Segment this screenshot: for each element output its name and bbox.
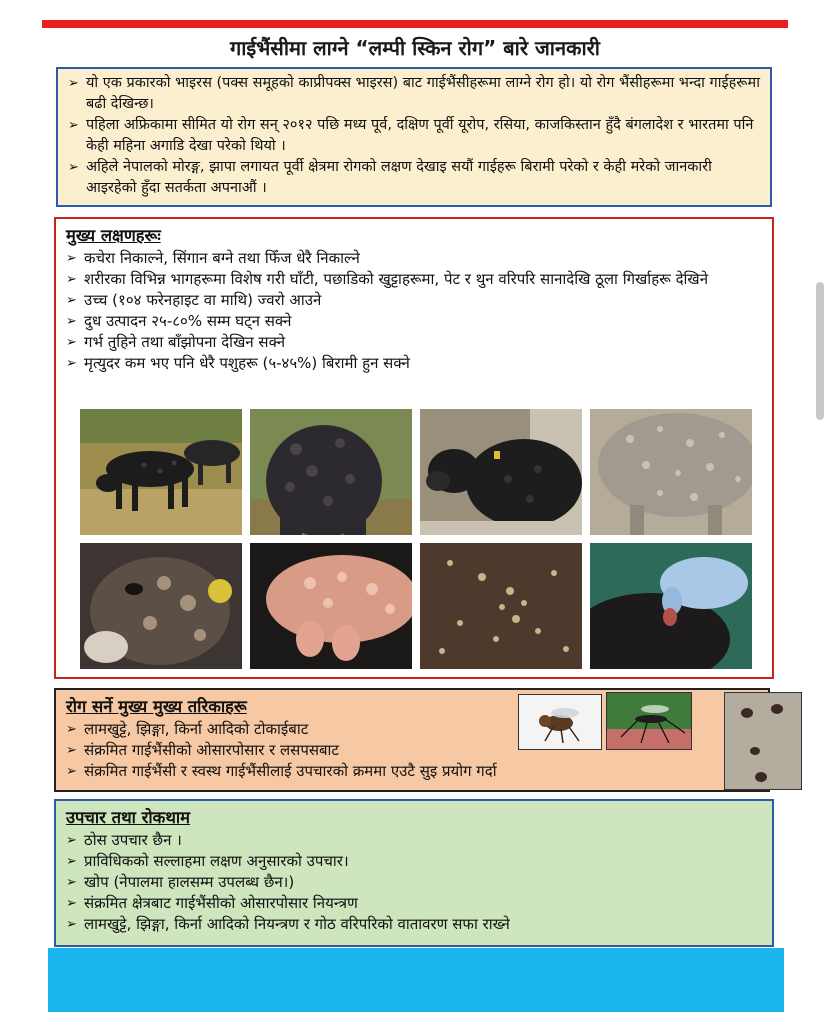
list-item: ➢ शरीरका विभिन्न भागहरूमा विशेष गरी घाँटी, पछाडिको खुट्टाहरूमा, पेट र थुन वरिपरि सानादेखि ठूला गिर्खाहरू देखिने	[66, 270, 709, 288]
list-item: ➢ लामखुट्टे, झिङ्गा, किर्ना आदिको टोकाईबाट	[66, 720, 309, 738]
symptoms-heading: मुख्य लक्षणहरूः	[66, 226, 161, 245]
photo-udder-lumps	[250, 543, 412, 669]
treatment-heading: उपचार तथा रोकथाम	[66, 808, 191, 827]
arrow-bullet-icon: ➢	[66, 251, 77, 266]
arrow-bullet-icon: ➢	[66, 314, 77, 329]
photo-skin-closeup	[420, 543, 582, 669]
arrow-bullet-icon: ➢	[66, 854, 77, 869]
photo-cow-face-lesions	[80, 543, 242, 669]
list-item: ➢ कचेरा निकाल्ने, सिंगान बग्ने तथा फिँज धेरै निकाल्ने	[66, 249, 360, 267]
arrow-bullet-icon: ➢	[68, 160, 79, 175]
intro-box	[56, 67, 772, 207]
arrow-bullet-icon: ➢	[66, 917, 77, 932]
arrow-bullet-icon: ➢	[66, 764, 77, 779]
list-item: ➢ अहिले नेपालको मोरङ्ग, झापा लगायत पूर्वी क्षेत्रमा रोगको लक्षण देखाइ सयौं गाईहरू बिरामी परेको र केही मरेको जानकारी आइरहेको हुँदा सतर्कता अपनाऔं ।	[68, 159, 712, 196]
top-red-bar	[42, 20, 788, 28]
list-item: ➢ यो एक प्रकारको भाइरस (पक्स समूहको काप्रीपक्स भाइरस) बाट गाईभैंसीहरूमा लाग्ने रोग हो। यो रोग भैंसीहरूमा भन्दा गाईहरूमा बढी देखिन्छ।	[68, 75, 760, 112]
arrow-bullet-icon: ➢	[66, 272, 77, 287]
list-item: ➢ दुध उत्पादन २५-८०% सम्म घट्न सक्ने	[66, 312, 292, 330]
list-item: ➢ लामखुट्टे, झिङ्गा, किर्ना आदिको नियन्त्रण र गोठ वरिपरिको वातावरण सफा राख्ने	[66, 915, 510, 933]
list-item: ➢ प्राविधिकको सल्लाहमा लक्षण अनुसारको उपचार।	[66, 852, 349, 870]
arrow-bullet-icon: ➢	[66, 833, 77, 848]
list-item: ➢ गर्भ तुहिने तथा बाँझोपना देखिन सक्ने	[66, 333, 286, 351]
fly-image	[518, 694, 602, 750]
bottom-blue-bar	[48, 948, 784, 1012]
photo-grey-cow-nodules	[590, 409, 752, 535]
treatment-list	[66, 830, 762, 935]
arrow-bullet-icon: ➢	[66, 722, 77, 737]
arrow-bullet-icon: ➢	[66, 875, 77, 890]
photo-gloved-hand-exam	[590, 543, 752, 669]
arrow-bullet-icon: ➢	[66, 743, 77, 758]
transmission-box	[54, 688, 770, 792]
symptoms-list	[66, 248, 762, 374]
photo-cow-rear-lumps	[250, 409, 412, 535]
arrow-bullet-icon: ➢	[66, 356, 77, 371]
arrow-bullet-icon: ➢	[68, 76, 79, 91]
list-item: ➢ पहिला अफ्रिकामा सीमित यो रोग सन् २०१२ पछि मध्य पूर्व, दक्षिण पूर्वी यूरोप, रसिया, काजकिस्तान हुँदै बंगलादेश र भारतमा पनि केही महिना अगाडि देखा परेको थियो ।	[68, 117, 754, 154]
transmission-heading: रोग सर्ने मुख्य मुख्य तरिकाहरू	[66, 697, 247, 716]
list-item: ➢ खोप (नेपालमा हालसम्म उपलब्ध छैन।)	[66, 873, 295, 891]
photo-black-cow-head	[420, 409, 582, 535]
list-item: ➢ मृत्युदर कम भए पनि धेरै पशुहरू (५-४५%) बिरामी हुन सक्ने	[66, 354, 410, 372]
list-item: ➢ उच्च (१०४ फरेनहाइट वा माथि) ज्वरो आउने	[66, 291, 322, 309]
list-item: ➢ संक्रमित क्षेत्रबाट गाईभैंसीको ओसारपोसार नियन्त्रण	[66, 894, 358, 912]
poster	[42, 20, 788, 1012]
arrow-bullet-icon: ➢	[66, 293, 77, 308]
treatment-box	[54, 799, 774, 947]
symptom-photo-grid	[80, 409, 752, 671]
intro-list	[68, 73, 760, 199]
symptoms-box	[54, 217, 774, 679]
tick-on-skin-image	[724, 692, 802, 790]
list-item: ➢ संक्रमित गाईभैंसी र स्वस्थ गाईभैंसीलाई उपचारको क्रममा एउटै सुइ प्रयोग गर्दा	[66, 762, 497, 780]
list-item: ➢ ठोस उपचार छैन ।	[66, 831, 182, 849]
list-item: ➢ संक्रमित गाईभैंसीको ओसारपोसार र लसपसबाट	[66, 741, 339, 759]
arrow-bullet-icon: ➢	[68, 118, 79, 133]
photo-cattle-in-field	[80, 409, 242, 535]
scrollbar-thumb[interactable]	[816, 282, 824, 420]
transmission-list	[66, 719, 497, 782]
arrow-bullet-icon: ➢	[66, 335, 77, 350]
arrow-bullet-icon: ➢	[66, 896, 77, 911]
page-title: गाईभैंसीमा लाग्ने “लम्पी स्किन रोग” बारे जानकारी	[229, 36, 600, 60]
mosquito-image	[606, 692, 692, 750]
